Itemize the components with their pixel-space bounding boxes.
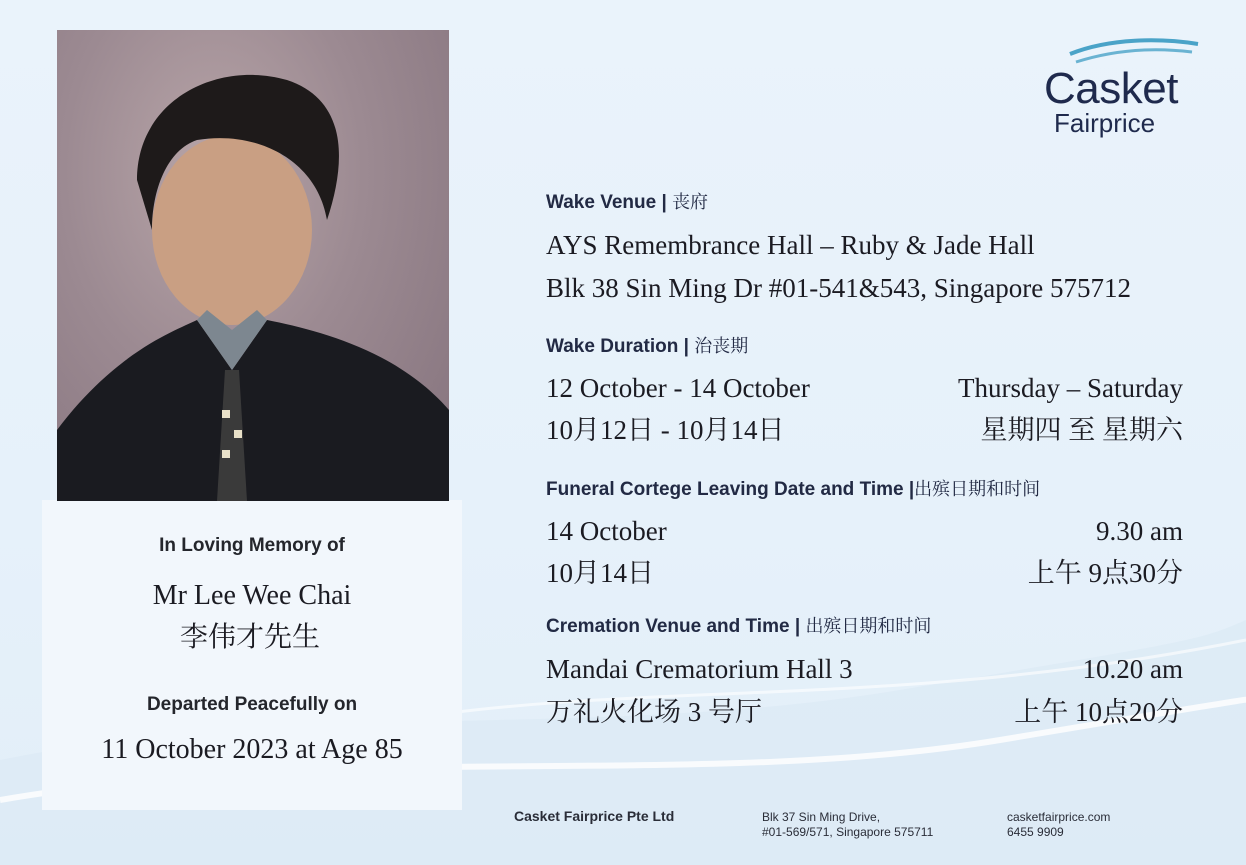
cortege-time-en: 9.30 am xyxy=(1096,516,1183,546)
wake-venue-line1: AYS Remembrance Hall – Ruby & Jade Hall xyxy=(546,230,1035,260)
wake-venue-line2: Blk 38 Sin Ming Dr #01-541&543, Singapore 575712 xyxy=(546,273,1131,303)
cortege-time-zh: 上午 9点30分 xyxy=(1027,558,1183,588)
memory-label: In Loving Memory of xyxy=(159,535,345,556)
departed-label: Departed Peacefully on xyxy=(146,694,358,715)
cortege-date-zh: 10月14日 xyxy=(546,558,654,588)
footer-website-link[interactable]: casketfairprice.com xyxy=(1007,810,1111,824)
wake-dates-zh: 10月12日 - 10月14日 xyxy=(546,415,785,445)
footer-phone: 6455 9909 xyxy=(1007,825,1064,839)
logo-text-main: Casket xyxy=(1044,64,1178,113)
footer-company: Casket Fairprice Pte Ltd xyxy=(514,808,675,824)
cremation-time-zh: 上午 10点20分 xyxy=(1014,697,1183,727)
cremation-venue-en: Mandai Crematorium Hall 3 xyxy=(546,654,853,684)
cortege-date-en: 14 October xyxy=(546,516,667,546)
cortege-label: Funeral Cortege Leaving Date and Time |出殡日期和时间 xyxy=(546,479,1041,500)
footer-address-line1: Blk 37 Sin Ming Drive, xyxy=(762,810,881,824)
cremation-label: Cremation Venue and Time | 出殡日期和时间 xyxy=(546,616,932,637)
wake-dates-en: 12 October - 14 October xyxy=(546,373,810,403)
portrait-photo xyxy=(57,30,449,501)
wake-days-zh: 星期四 至 星期六 xyxy=(980,415,1183,445)
wake-days-en: Thursday – Saturday xyxy=(958,373,1183,403)
footer-address xyxy=(762,810,933,840)
footer-contact xyxy=(1007,810,1110,840)
departed-date: 11 October 2023 at Age 85 xyxy=(101,734,403,765)
logo-text-sub: Fairprice xyxy=(1054,108,1156,138)
footer-address-line2: #01-569/571, Singapore 575711 xyxy=(762,825,934,839)
deceased-name-en: Mr Lee Wee Chai xyxy=(152,580,352,611)
wake-duration-label: Wake Duration | 治丧期 xyxy=(546,336,749,357)
wake-venue-label: Wake Venue | 丧府 xyxy=(546,192,709,213)
deceased-name-zh: 李伟才先生 xyxy=(179,622,320,653)
cremation-venue-zh: 万礼火化场 3 号厅 xyxy=(546,697,762,727)
cremation-time-en: 10.20 am xyxy=(1082,654,1183,684)
